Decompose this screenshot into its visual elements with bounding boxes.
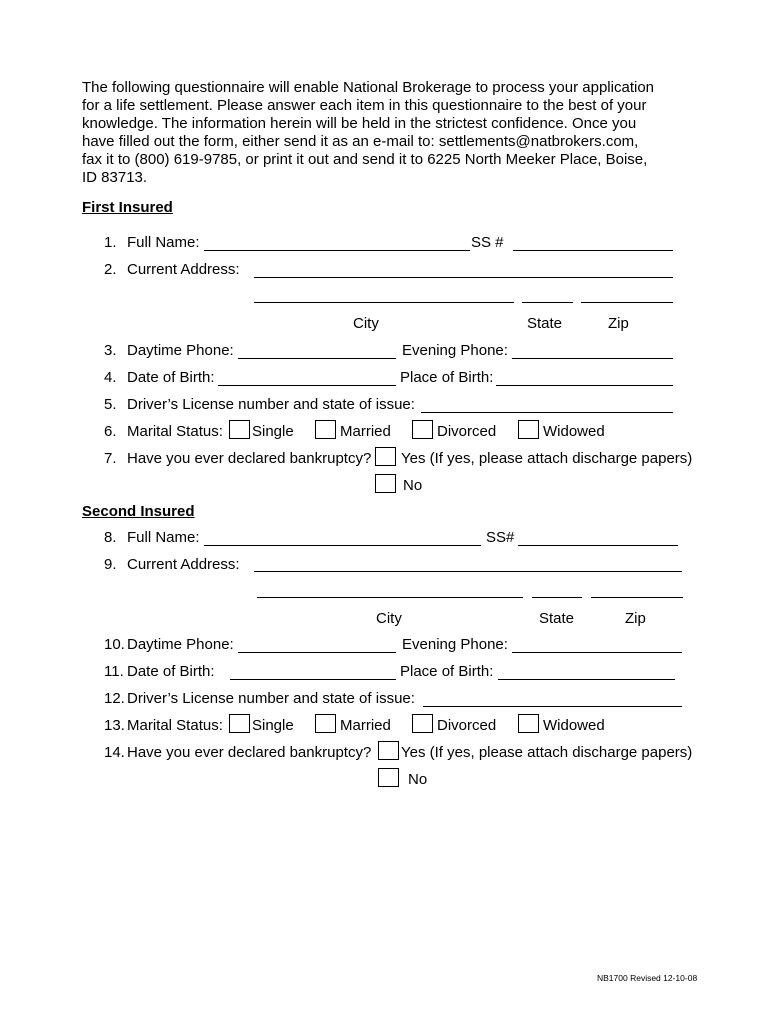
second-single-checkbox[interactable] bbox=[229, 714, 250, 733]
first-bankruptcy-no-label: No bbox=[403, 477, 423, 494]
first-evening-phone-field[interactable] bbox=[512, 358, 673, 359]
second-divorced-checkbox[interactable] bbox=[412, 714, 433, 733]
second-place-of-birth-label: Place of Birth: bbox=[400, 663, 494, 680]
second-daytime-phone-field[interactable] bbox=[238, 652, 396, 653]
q6-number: 6. bbox=[104, 423, 117, 440]
second-bankruptcy-yes-checkbox[interactable] bbox=[378, 741, 399, 760]
second-married-checkbox[interactable] bbox=[315, 714, 336, 733]
first-place-of-birth-label: Place of Birth: bbox=[400, 369, 494, 386]
form-revision-footer: NB1700 Revised 12-10-08 bbox=[597, 973, 698, 983]
intro-line: knowledge. The information herein will be held in the strictest confidence. Once you bbox=[82, 115, 637, 132]
q12-drivers-license-label: Driver’s License number and state of issue: bbox=[127, 690, 415, 707]
first-zip-caption: Zip bbox=[608, 315, 629, 332]
intro-line: fax it to (800) 619-9785, or print it out and send it to 6225 North Meeker Place, Boise, bbox=[82, 151, 648, 168]
q12-number: 12. bbox=[104, 690, 125, 707]
first-full-name-field[interactable] bbox=[204, 250, 470, 251]
second-evening-phone-field[interactable] bbox=[512, 652, 682, 653]
second-divorced-label: Divorced bbox=[437, 717, 497, 734]
second-insured-heading: Second Insured bbox=[82, 503, 195, 520]
second-place-of-birth-field[interactable] bbox=[498, 679, 675, 680]
first-ss-label: SS # bbox=[471, 234, 504, 251]
first-widowed-checkbox[interactable] bbox=[518, 420, 539, 439]
second-address-city-field[interactable] bbox=[257, 597, 523, 598]
q9-number: 9. bbox=[104, 556, 117, 573]
intro-line: have filled out the form, either send it as an e-mail to: settlements@natbrokers.com, bbox=[82, 133, 639, 150]
q3-number: 3. bbox=[104, 342, 117, 359]
second-single-label: Single bbox=[252, 717, 294, 734]
q4-date-of-birth-label: Date of Birth: bbox=[127, 369, 215, 386]
second-state-caption: State bbox=[539, 610, 575, 627]
intro-paragraph bbox=[82, 79, 682, 187]
q10-number: 10. bbox=[104, 636, 125, 653]
first-city-caption: City bbox=[353, 315, 379, 332]
second-drivers-license-field[interactable] bbox=[423, 706, 682, 707]
q1-full-name-label: Full Name: bbox=[127, 234, 200, 251]
second-evening-phone-label: Evening Phone: bbox=[402, 636, 508, 653]
intro-line: ID 83713. bbox=[82, 169, 148, 186]
second-zip-caption: Zip bbox=[625, 610, 646, 627]
intro-line: for a life settlement. Please answer each item in this questionnaire to the best of your bbox=[82, 97, 647, 114]
second-ss-label: SS# bbox=[486, 529, 515, 546]
q3-daytime-phone-label: Daytime Phone: bbox=[127, 342, 234, 359]
first-bankruptcy-yes-label: Yes (If yes, please attach discharge papers) bbox=[401, 450, 693, 467]
q8-full-name-label: Full Name: bbox=[127, 529, 200, 546]
q10-daytime-phone-label: Daytime Phone: bbox=[127, 636, 234, 653]
second-widowed-label: Widowed bbox=[543, 717, 605, 734]
q11-date-of-birth-label: Date of Birth: bbox=[127, 663, 215, 680]
q9-current-address-label: Current Address: bbox=[127, 556, 240, 573]
first-state-caption: State bbox=[527, 315, 563, 332]
q4-number: 4. bbox=[104, 369, 117, 386]
first-insured-heading: First Insured bbox=[82, 199, 173, 216]
first-address-city-field[interactable] bbox=[254, 302, 514, 303]
q7-number: 7. bbox=[104, 450, 117, 467]
second-ss-field[interactable] bbox=[518, 545, 678, 546]
first-date-of-birth-field[interactable] bbox=[218, 385, 396, 386]
q7-bankruptcy-label: Have you ever declared bankruptcy? bbox=[127, 450, 372, 467]
first-bankruptcy-yes-checkbox[interactable] bbox=[375, 447, 396, 466]
q2-number: 2. bbox=[104, 261, 117, 278]
first-address-state-field[interactable] bbox=[522, 302, 573, 303]
first-bankruptcy-no-checkbox[interactable] bbox=[375, 474, 396, 493]
intro-line: The following questionnaire will enable National Brokerage to process your application bbox=[82, 79, 654, 96]
second-city-caption: City bbox=[376, 610, 402, 627]
q14-number: 14. bbox=[104, 744, 125, 761]
first-daytime-phone-field[interactable] bbox=[238, 358, 396, 359]
first-divorced-checkbox[interactable] bbox=[412, 420, 433, 439]
first-evening-phone-label: Evening Phone: bbox=[402, 342, 508, 359]
first-address-street-field[interactable] bbox=[254, 277, 673, 278]
first-married-label: Married bbox=[340, 423, 391, 440]
q14-bankruptcy-label: Have you ever declared bankruptcy? bbox=[127, 744, 372, 761]
second-bankruptcy-no-label: No bbox=[408, 771, 428, 788]
q13-number: 13. bbox=[104, 717, 125, 734]
q13-marital-status-label: Marital Status: bbox=[127, 717, 223, 734]
second-date-of-birth-field[interactable] bbox=[230, 679, 396, 680]
first-single-label: Single bbox=[252, 423, 294, 440]
first-drivers-license-field[interactable] bbox=[421, 412, 673, 413]
first-divorced-label: Divorced bbox=[437, 423, 497, 440]
second-full-name-field[interactable] bbox=[204, 545, 481, 546]
q2-current-address-label: Current Address: bbox=[127, 261, 240, 278]
second-bankruptcy-no-checkbox[interactable] bbox=[378, 768, 399, 787]
first-address-zip-field[interactable] bbox=[581, 302, 673, 303]
q5-number: 5. bbox=[104, 396, 117, 413]
second-married-label: Married bbox=[340, 717, 391, 734]
q6-marital-status-label: Marital Status: bbox=[127, 423, 223, 440]
q5-drivers-license-label: Driver’s License number and state of issue: bbox=[127, 396, 415, 413]
second-address-zip-field[interactable] bbox=[591, 597, 683, 598]
second-address-street-field[interactable] bbox=[254, 571, 682, 572]
q8-number: 8. bbox=[104, 529, 117, 546]
second-address-state-field[interactable] bbox=[532, 597, 582, 598]
first-married-checkbox[interactable] bbox=[315, 420, 336, 439]
first-widowed-label: Widowed bbox=[543, 423, 605, 440]
first-place-of-birth-field[interactable] bbox=[496, 385, 673, 386]
q1-number: 1. bbox=[104, 234, 117, 251]
second-bankruptcy-yes-label: Yes (If yes, please attach discharge papers) bbox=[401, 744, 693, 761]
first-single-checkbox[interactable] bbox=[229, 420, 250, 439]
q11-number: 11. bbox=[104, 663, 124, 680]
first-ss-field[interactable] bbox=[513, 250, 673, 251]
second-widowed-checkbox[interactable] bbox=[518, 714, 539, 733]
